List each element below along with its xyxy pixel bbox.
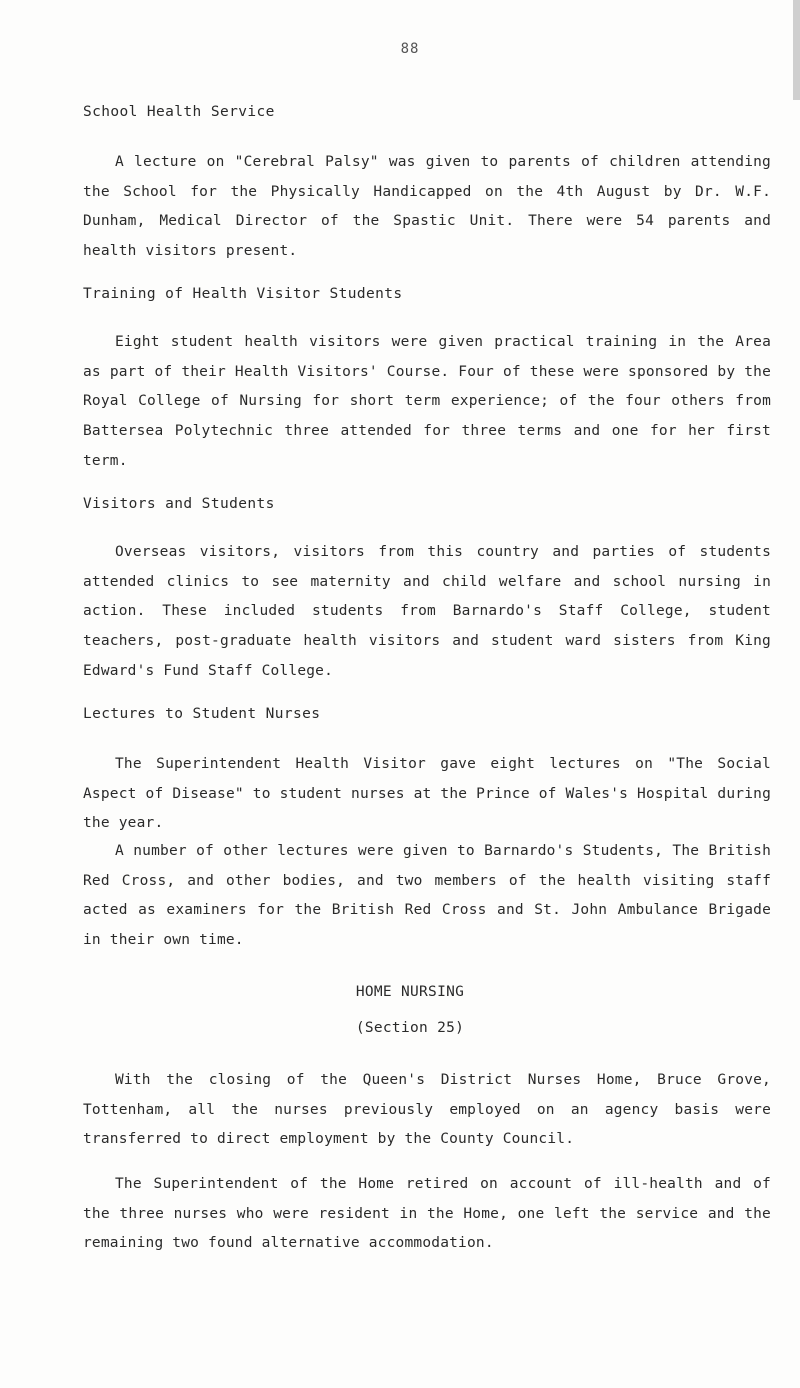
- page-number: 88: [400, 41, 420, 57]
- paragraph-visitors-1: Overseas visitors, visitors from this country and parties of students attended clinics to see maternity and child welfare and school nursing in action. These included students from Barnardo's Staff College, student teachers, post-graduate health visitors and student ward sisters from King Edward's Fund Staff College.: [83, 544, 771, 679]
- paragraph-training-1: Eight student health visitors were given practical training in the Area as part of their Health Visitors' Course. Four of these were sponsored by the Royal College of Nursing for short term experience; of the four others from Battersea Polytechnic three attended for three terms and one for her first term.: [83, 334, 771, 469]
- heading-lectures-to-student-nurses: Lectures to Student Nurses: [83, 706, 321, 722]
- home-nursing-title: HOME NURSING: [355, 984, 465, 1000]
- paragraph-home-nursing-2: The Superintendent of the Home retired on account of ill-health and of the three nurses who were resident in the Home, one left the service and the remaining two found alternative accommodation.: [83, 1176, 771, 1252]
- heading-school-health-service: School Health Service: [83, 104, 275, 120]
- heading-visitors-and-students: Visitors and Students: [83, 496, 275, 512]
- paragraph-school-health-1: A lecture on "Cerebral Palsy" was given to parents of children attending the School for the Physically Handicapped on the 4th August by Dr. W.F. Dunham, Medical Director of the Spastic Unit. There were 54 parents and health visitors present.: [83, 154, 771, 260]
- heading-training-health-visitor-students: Training of Health Visitor Students: [83, 286, 403, 302]
- paragraph-lectures-1: The Superintendent Health Visitor gave eight lectures on "The Social Aspect of Disease" to student nurses at the Prince of Wales's Hospital during the year.: [83, 756, 771, 832]
- home-nursing-subtitle: (Section 25): [355, 1020, 465, 1036]
- paragraph-home-nursing-1: With the closing of the Queen's District Nurses Home, Bruce Grove, Tottenham, all the nurses previously employed on an agency basis were transferred to direct employment by the County Council.: [83, 1072, 771, 1148]
- paragraph-lectures-2: A number of other lectures were given to Barnardo's Students, The British Red Cross, and other bodies, and two members of the health visiting staff acted as examiners for the British Red Cross and St. John Ambulance Brigade in their own time.: [83, 843, 771, 949]
